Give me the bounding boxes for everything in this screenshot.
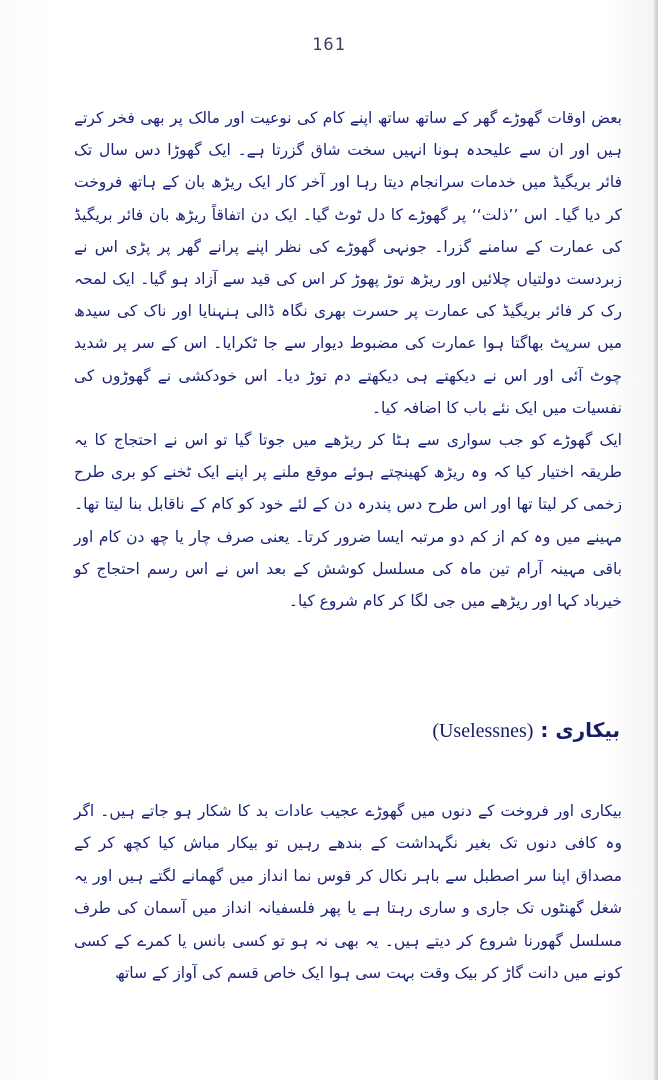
paragraph: ایک گھوڑے کو جب سواری سے ہٹا کر ریڑھے میں جوتا گیا تو اس نے احتجاج کا یہ طریقہ اختیار کیا کہ وہ ریڑھ کھینچتے ہوئے موقع ملنے پر اپنے ایک ٹخنے کو بری طرح زخمی کر لیتا تھا اور اس طرح دس پندرہ دن کے لئے خود کو کام کے ناقابل بنا لیتا تھا۔ مہینے میں وہ کم از کم دو مرتبہ ایسا ضرور کرتا۔ یعنی صرف چار یا چھ دن کام اور باقی مہینہ آرام تین ماہ کی مسلسل کوشش کے بعد اس نے اس رسم احتجاج کو خیرباد کہا اور ریڑھے میں جی لگا کر کام شروع کیا۔ [74,431,622,611]
paragraph: بیکاری اور فروخت کے دنوں میں گھوڑے عجیب عادات بد کا شکار ہو جاتے ہیں۔ اگر وہ کافی دنوں تک بغیر نگہداشت کے بندھے رہیں تو بیکار مباش کیا کچھ کر کے مصداق اپنا سر اصطبل سے باہر نکال کر قوس نما انداز میں گھمانے لگتے ہیں اور یہ شغل گھنٹوں تک جاری و ساری رہتا ہے یا پھر فلسفیانہ انداز میں آسمان کی طرف مسلسل گھورنا شروع کر دیتے ہیں۔ یہ بھی نہ ہو تو کسی بانس یا کمرے کے کسی کونے میں دانت گاڑ کر بیک وقت بہت سی ہوا ایک خاص قسم کی آواز کے ساتھ [74,802,622,983]
page-edge [654,0,658,1080]
section-2-body [74,795,622,989]
paragraph: بعض اوقات گھوڑے گھر کے ساتھ ساتھ اپنے کام کی نوعیت اور مالک پر بھی فخر کرتے ہیں اور ان سے علیحدہ ہونا انہیں سخت شاق گزرتا ہے۔ ایک گھوڑا دس سال تک فائر بریگیڈ میں خدمات سرانجام دیتا رہا اور آخر کار ایک ریڑھ بان کے ہاتھ فروخت کر دیا گیا۔ اس ’’ذلت‘‘ پر گھوڑے کا دل ٹوٹ گیا۔ ایک دن اتفاقاً ریڑھ بان فائر بریگیڈ کی عمارت کے سامنے گزرا۔ جونہی گھوڑے کی نظر اپنے پرانے گھر پر پڑی اس نے زبردست دولتیاں چلائیں اور ریڑھ توڑ پھوڑ کر اس کی قید سے آزاد ہو گیا۔ ایک لمحہ رک کر فائر بریگیڈ کی عمارت پر حسرت بھری نگاہ ڈالی ہنہنایا اور ناک کی سیدھ میں سرپٹ بھاگتا ہوا عمارت کی مضبوط دیوار سے جا ٹکرایا۔ اس کے سر پر شدید چوٹ آئی اور اس نے دیکھتے ہی دیکھتے دم توڑ دیا۔ اس خودکشی نے گھوڑوں کی نفسیات میں ایک نئے باب کا اضافہ کیا۔ [74,109,622,417]
page-number: 161 [312,35,346,55]
heading-english: (Uselessnes) [432,720,534,742]
section-heading [432,718,620,743]
heading-urdu: بیکاری : [540,718,620,742]
section-1-body [74,102,622,617]
